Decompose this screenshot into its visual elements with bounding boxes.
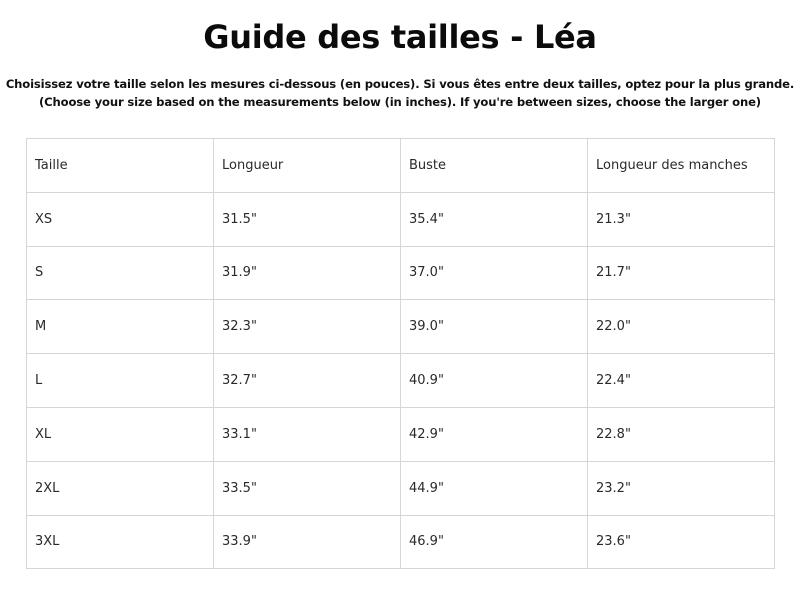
cell-size: 2XL: [27, 461, 214, 515]
cell-bust: 37.0": [401, 246, 588, 300]
cell-sleeve-length: 22.0": [588, 300, 775, 354]
column-header-bust: Buste: [401, 139, 588, 193]
cell-bust: 42.9": [401, 407, 588, 461]
cell-length: 31.5": [214, 192, 401, 246]
cell-size: XS: [27, 192, 214, 246]
cell-size: M: [27, 300, 214, 354]
cell-size: XL: [27, 407, 214, 461]
size-table: [26, 138, 775, 569]
cell-length: 33.9": [214, 515, 401, 569]
cell-bust: 35.4": [401, 192, 588, 246]
cell-size: L: [27, 354, 214, 408]
cell-sleeve-length: 22.8": [588, 407, 775, 461]
cell-sleeve-length: 23.6": [588, 515, 775, 569]
table-row: [27, 192, 775, 246]
cell-size: S: [27, 246, 214, 300]
table-header-row: [27, 139, 775, 193]
cell-bust: 39.0": [401, 300, 588, 354]
cell-sleeve-length: 21.3": [588, 192, 775, 246]
cell-bust: 40.9": [401, 354, 588, 408]
page-title: Guide des tailles - Léa: [203, 18, 597, 56]
table-row: [27, 407, 775, 461]
cell-bust: 44.9": [401, 461, 588, 515]
table-row: [27, 354, 775, 408]
column-header-length: Longueur: [214, 139, 401, 193]
column-header-size: Taille: [27, 139, 214, 193]
cell-size: 3XL: [27, 515, 214, 569]
subtitle-french: Choisissez votre taille selon les mesures ci-dessous (en pouces). Si vous êtes entre deux tailles, optez pour la plus grande.: [5, 77, 795, 91]
cell-length: 32.3": [214, 300, 401, 354]
table-row: [27, 246, 775, 300]
table-row: [27, 300, 775, 354]
subtitle-english: (Choose your size based on the measurements below (in inches). If you're between sizes, choose the larger one): [39, 95, 761, 109]
table-row: [27, 461, 775, 515]
column-header-sleeve-length: Longueur des manches: [588, 139, 775, 193]
cell-sleeve-length: 22.4": [588, 354, 775, 408]
cell-sleeve-length: 23.2": [588, 461, 775, 515]
cell-sleeve-length: 21.7": [588, 246, 775, 300]
table-row: [27, 515, 775, 569]
cell-bust: 46.9": [401, 515, 588, 569]
cell-length: 33.1": [214, 407, 401, 461]
cell-length: 33.5": [214, 461, 401, 515]
cell-length: 32.7": [214, 354, 401, 408]
cell-length: 31.9": [214, 246, 401, 300]
